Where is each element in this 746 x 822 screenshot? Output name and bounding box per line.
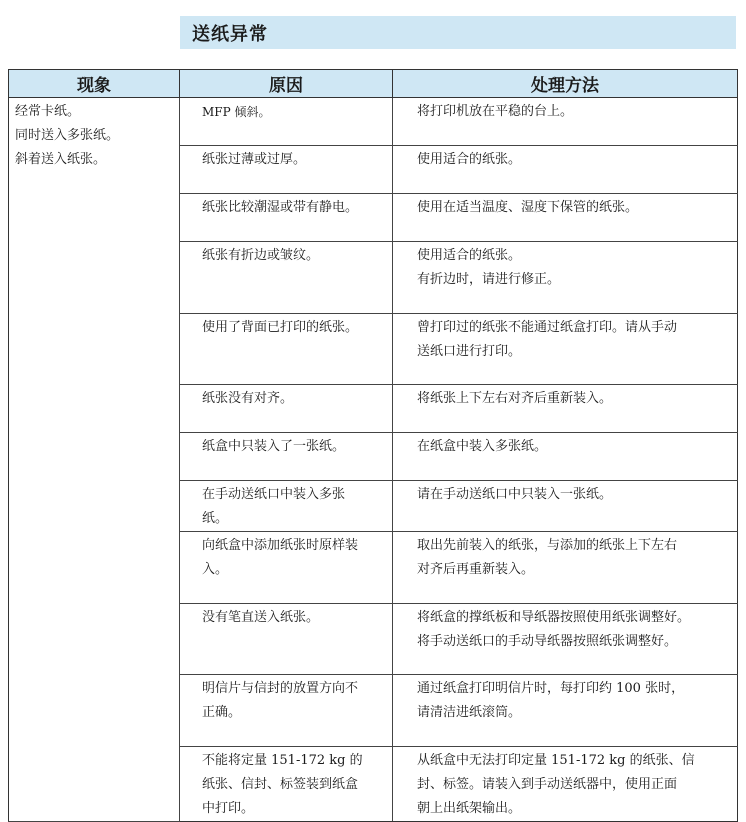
symptom-cell (9, 98, 180, 822)
cause-cell (180, 385, 393, 433)
remedy-cell (393, 604, 738, 675)
cause-line: 纸。 (202, 511, 229, 526)
remedy-line: 使用适合的纸张。 (417, 152, 522, 167)
cause-cell (180, 481, 393, 532)
cause-cell (180, 675, 393, 747)
remedy-cell (393, 194, 738, 242)
cause-line: 正确。 (202, 705, 242, 720)
symptom-line: 斜着送入纸张。 (15, 152, 107, 167)
cause-line: 向纸盒中添加纸张时原样装 (202, 538, 359, 553)
cause-line: 纸张、信封、标签装到纸盒 (202, 777, 359, 792)
cause-line: 纸张比较潮湿或带有静电。 (202, 200, 359, 215)
remedy-line: 取出先前装入的纸张，与添加的纸张上下左右 (417, 538, 678, 553)
cause-cell (180, 146, 393, 194)
remedy-cell (393, 314, 738, 385)
remedy-line: 送纸口进行打印。 (417, 344, 522, 359)
section-title: 送纸异常 (180, 16, 736, 49)
cause-line: 纸张过薄或过厚。 (202, 152, 307, 167)
remedy-line: 请在手动送纸口中只装入一张纸。 (417, 487, 613, 502)
cause-cell (180, 242, 393, 314)
remedy-line: 通过纸盒打印明信片时，每打印约 100 张时， (417, 681, 685, 696)
cause-line: 中打印。 (202, 801, 255, 816)
troubleshooting-table (8, 69, 738, 822)
remedy-cell (393, 385, 738, 433)
remedy-cell (393, 481, 738, 532)
remedy-cell (393, 675, 738, 747)
remedy-line: 封、标签。请装入到手动送纸器中，使用正面 (417, 777, 678, 792)
cause-line: 纸盒中只装入了一张纸。 (202, 439, 346, 454)
remedy-cell (393, 747, 738, 822)
cause-cell (180, 98, 393, 146)
remedy-line: 将纸张上下左右对齐后重新装入。 (417, 391, 613, 406)
cause-line: 没有笔直送入纸张。 (202, 610, 320, 625)
cause-cell (180, 747, 393, 822)
symptom-line: 同时送入多张纸。 (15, 128, 120, 143)
symptom-line: 经常卡纸。 (15, 104, 81, 119)
table-header-row (9, 70, 738, 98)
cause-line: 使用了背面已打印的纸张。 (202, 320, 359, 335)
remedy-line: 在纸盒中装入多张纸。 (417, 439, 548, 454)
remedy-line: 使用适合的纸张。 (417, 248, 522, 263)
remedy-line: 有折边时，请进行修正。 (417, 272, 561, 287)
remedy-line: 将打印机放在平稳的台上。 (417, 104, 574, 119)
cause-line: 不能将定量 151-172 kg 的 (202, 753, 363, 768)
remedy-line: 朝上出纸架输出。 (417, 801, 522, 816)
remedy-line: 将手动送纸口的手动导纸器按照纸张调整好。 (417, 634, 678, 649)
remedy-cell (393, 433, 738, 481)
cause-line: 入。 (202, 562, 229, 577)
remedy-line: 请清洁进纸滚筒。 (417, 705, 522, 720)
cause-line: MFP 倾斜。 (202, 105, 271, 119)
remedy-line: 使用在适当温度、湿度下保管的纸张。 (417, 200, 639, 215)
cause-line: 纸张没有对齐。 (202, 391, 294, 406)
remedy-line: 从纸盒中无法打印定量 151-172 kg 的纸张、信 (417, 753, 695, 768)
cause-cell (180, 532, 393, 604)
header-remedy: 处理方法 (393, 70, 738, 98)
table-row (9, 98, 738, 146)
header-cause: 原因 (180, 70, 393, 98)
remedy-cell (393, 242, 738, 314)
remedy-cell (393, 532, 738, 604)
remedy-line: 将纸盒的撑纸板和导纸器按照使用纸张调整好。 (417, 610, 691, 625)
remedy-line: 对齐后再重新装入。 (417, 562, 535, 577)
cause-cell (180, 604, 393, 675)
cause-cell (180, 314, 393, 385)
cause-cell (180, 433, 393, 481)
cause-line: 在手动送纸口中装入多张 (202, 487, 346, 502)
remedy-cell (393, 146, 738, 194)
cause-cell (180, 194, 393, 242)
cause-line: 纸张有折边或皱纹。 (202, 248, 320, 263)
cause-line: 明信片与信封的放置方向不 (202, 681, 359, 696)
header-symptom: 现象 (9, 70, 180, 98)
remedy-cell (393, 98, 738, 146)
remedy-line: 曾打印过的纸张不能通过纸盒打印。请从手动 (417, 320, 678, 335)
